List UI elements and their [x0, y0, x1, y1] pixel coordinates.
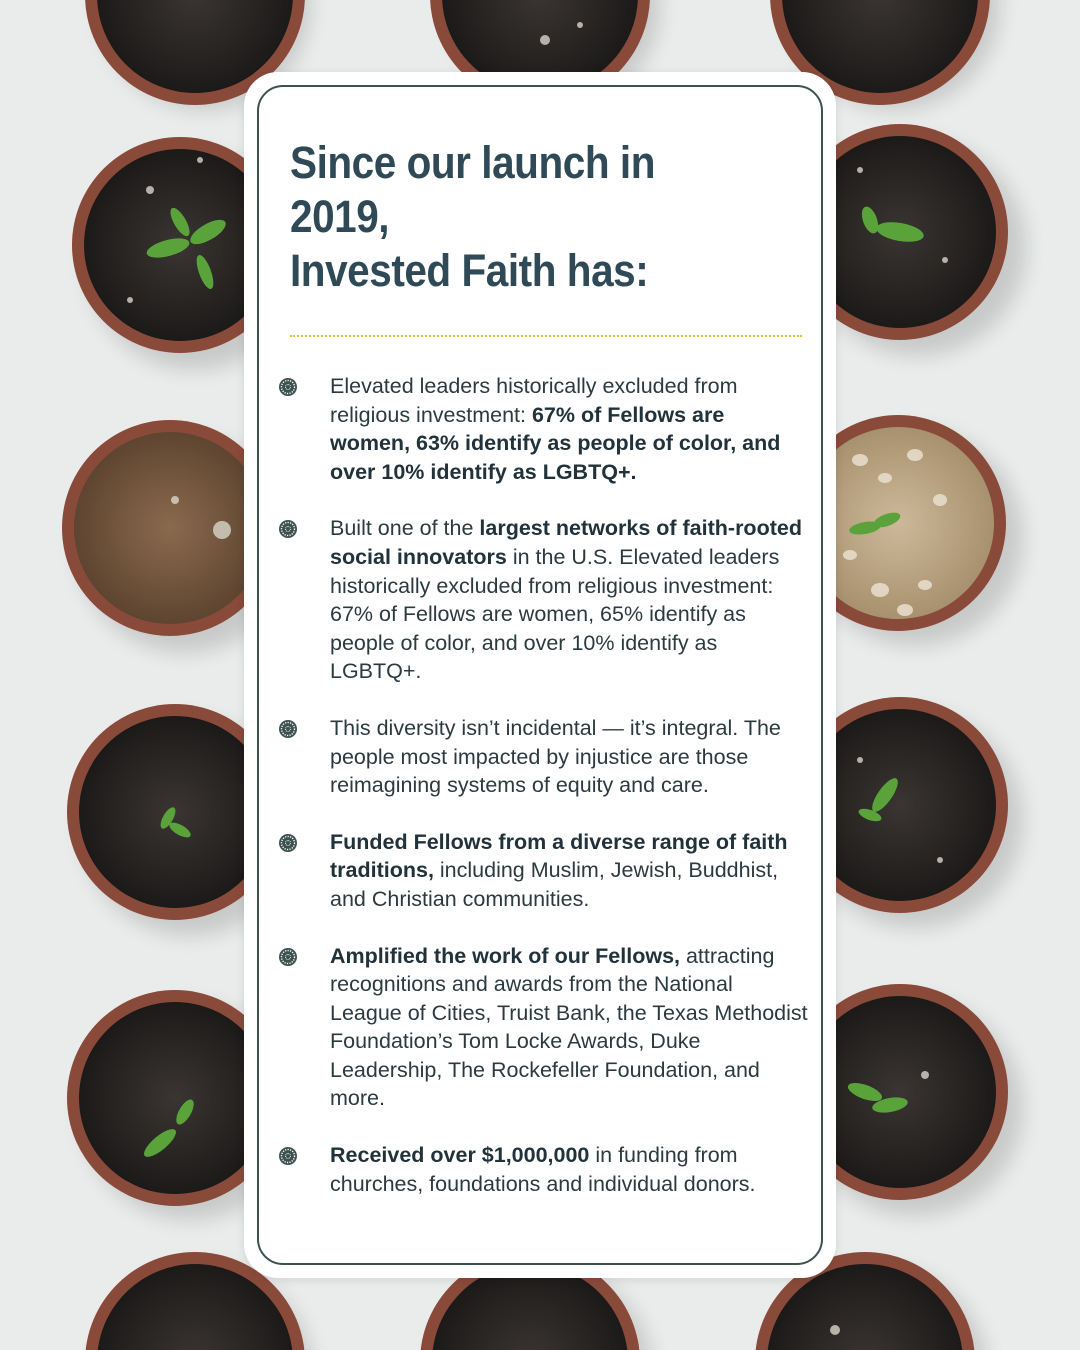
- bold-text: Received over $1,000,000: [330, 1143, 590, 1168]
- list-item: [278, 1141, 808, 1198]
- list-item: [278, 514, 808, 686]
- headline-line-2: Invested Faith has:: [290, 245, 649, 296]
- list-item-text: [330, 942, 808, 1114]
- list-item-text: [330, 372, 808, 486]
- bold-text: Amplified the work of our Fellows,: [330, 943, 680, 968]
- dotted-circle-icon: [278, 947, 298, 967]
- stats-card: [244, 72, 836, 1278]
- dotted-circle-icon: [278, 719, 298, 739]
- body-text: This diversity isn’t incidental — it’s integral. The people most impacted by injustice are those reimagining systems of equity and care.: [330, 715, 781, 798]
- list-item: [278, 372, 808, 486]
- list-item-text: [330, 514, 808, 686]
- list-item: [278, 714, 808, 800]
- body-text: in funding from churches, foundations and individual donors.: [330, 1143, 756, 1196]
- headline: [290, 136, 722, 298]
- bold-text: largest networks of faith-rooted social innovators: [330, 516, 802, 569]
- achievements-list: [278, 372, 808, 1226]
- list-item-text: [330, 714, 808, 800]
- dotted-circle-icon: [278, 377, 298, 397]
- body-text: attracting recognitions and awards from the National League of Cities, Truist Bank, the Texas Methodist Foundation’s Tom Locke Awards, Duke Leadership, The Rockefeller Foundation, and more.: [330, 943, 808, 1111]
- list-item: [278, 828, 808, 914]
- dotted-circle-icon: [278, 833, 298, 853]
- dotted-circle-icon: [278, 519, 298, 539]
- list-item: [278, 942, 808, 1114]
- list-item-text: [330, 1141, 808, 1198]
- headline-line-1: Since our launch in 2019,: [290, 137, 656, 242]
- bold-text: Funded Fellows from a diverse range of faith traditions,: [330, 829, 788, 883]
- bold-text: 67% of Fellows are women, 63% identify as people of color, and over 10% identify as LGBTQ+.: [330, 402, 781, 484]
- dotted-circle-icon: [278, 1146, 298, 1166]
- body-text: including Muslim, Jewish, Buddhist, and Christian communities.: [330, 858, 779, 911]
- dotted-divider: [290, 335, 802, 337]
- list-item-text: [330, 828, 808, 914]
- body-text: Elevated leaders historically excluded from religious investment:: [330, 374, 738, 427]
- body-text: Built one of the: [330, 516, 480, 541]
- body-text: in the U.S. Elevated leaders historically excluded from religious investment: 67% of Fellows are women, 65% identify as people of color, and over 10% identify as LGBTQ+.: [330, 544, 780, 684]
